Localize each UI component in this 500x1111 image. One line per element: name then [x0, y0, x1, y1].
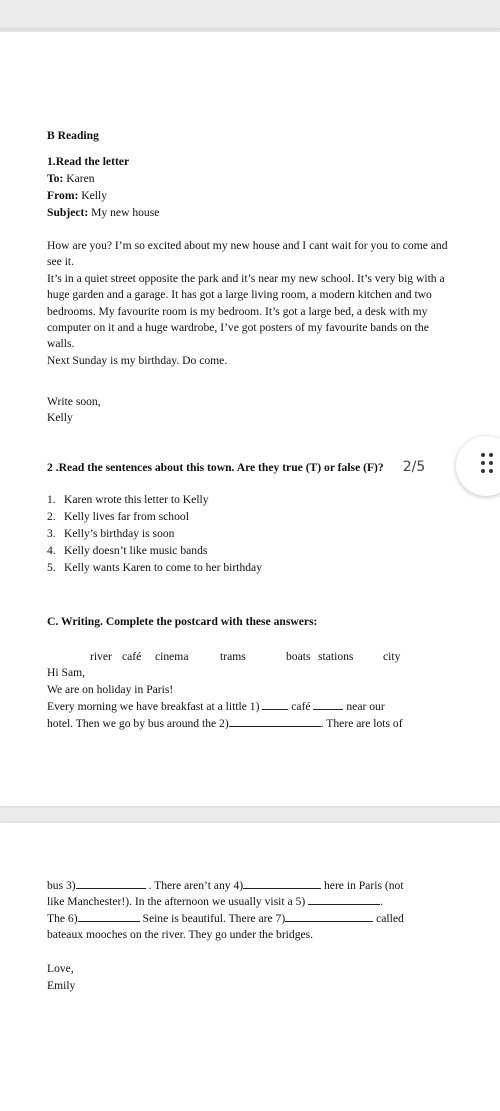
blank-1a[interactable] [262, 698, 288, 710]
word-city: city [383, 650, 401, 663]
word-boats: boats [286, 650, 311, 663]
subject-label: Subject: [47, 206, 89, 219]
postcard-line-4: bus 3) . There aren’t any 4) here in Paris (not [47, 879, 404, 892]
letter-paragraph-2: It’s in a quiet street opposite the park and it’s near my new school. It’s very big with a huge garden and a garage. It has got a large living room, a modern kitchen and two bedrooms. My favourite room is my bedroom. It’s got a large bed, a desk with my computer on it and a huge wardrobe, I’ve got posters of my favourite bands on the walls. [47, 271, 445, 351]
document-page-2 [0, 823, 500, 1111]
postcard-closing: Love, [47, 962, 74, 975]
to-value: Karen [63, 172, 95, 185]
list-item: 4. Kelly doesn’t like music bands [47, 544, 208, 557]
from-value: Kelly [78, 189, 107, 202]
page-counter: 2/5 [402, 459, 426, 475]
blank-3[interactable] [76, 877, 146, 889]
to-label: To: [47, 172, 64, 185]
grid-icon [481, 453, 485, 457]
postcard-line-5: like Manchester!). In the afternoon we usually visit a 5) . [47, 895, 384, 908]
word-cinema: cinema [155, 650, 189, 663]
top-background [0, 0, 500, 30]
true-false-list [47, 491, 262, 576]
list-item: 1. Karen wrote this letter to Kelly [47, 493, 209, 506]
task2-title: 2 .Read the sentences about this town. Are they true (T) or false (F)? [47, 461, 384, 474]
postcard-line-7: bateaux mooches on the river. They go under the bridges. [47, 928, 314, 941]
subject-line [47, 205, 159, 221]
letter-signoff: Write soon, [47, 395, 101, 408]
blank-6[interactable] [78, 910, 140, 922]
from-line [47, 188, 107, 204]
list-item: 5. Kelly wants Karen to come to her birthday [47, 561, 262, 574]
blank-4[interactable] [243, 877, 321, 889]
word-river: river [90, 650, 112, 663]
task1-title: 1.Read the letter [47, 155, 130, 168]
menu-button[interactable] [456, 436, 500, 496]
subject-value: My new house [88, 206, 160, 219]
letter-signature: Kelly [47, 411, 73, 424]
page-shadow [0, 26, 500, 30]
blank-2[interactable] [229, 715, 321, 727]
word-cafe: café [122, 650, 142, 663]
word-stations: stations [318, 650, 354, 663]
document-page-1 [0, 32, 500, 806]
postcard-line-2: Every morning we have breakfast at a little 1) café near our [47, 700, 385, 713]
postcard-line-3: hotel. Then we go by bus around the 2) . There are lots of [47, 717, 403, 730]
letter-body [47, 238, 457, 369]
word-trams: trams [220, 650, 246, 663]
postcard-greeting: Hi Sam, [47, 666, 86, 679]
blank-7[interactable] [285, 910, 373, 922]
from-label: From: [47, 189, 79, 202]
postcard-line-6: The 6) Seine is beautiful. There are 7) called [47, 912, 404, 925]
letter-paragraph-3: Next Sunday is my birthday. Do come. [47, 353, 228, 367]
list-item: 3. Kelly’s birthday is soon [47, 527, 175, 540]
blank-5[interactable] [308, 893, 380, 905]
postcard-sender: Emily [47, 979, 76, 992]
section-c-title: C. Writing. Complete the postcard with these answers: [47, 615, 318, 628]
to-line [47, 171, 95, 187]
list-item: 2. Kelly lives far from school [47, 510, 189, 523]
blank-1b[interactable] [313, 698, 343, 710]
section-b-title: B Reading [47, 129, 99, 142]
postcard-line-1: We are on holiday in Paris! [47, 683, 174, 696]
letter-paragraph-1: How are you? I’m so excited about my new house and I cant wait for you to come and see it. [47, 239, 448, 269]
